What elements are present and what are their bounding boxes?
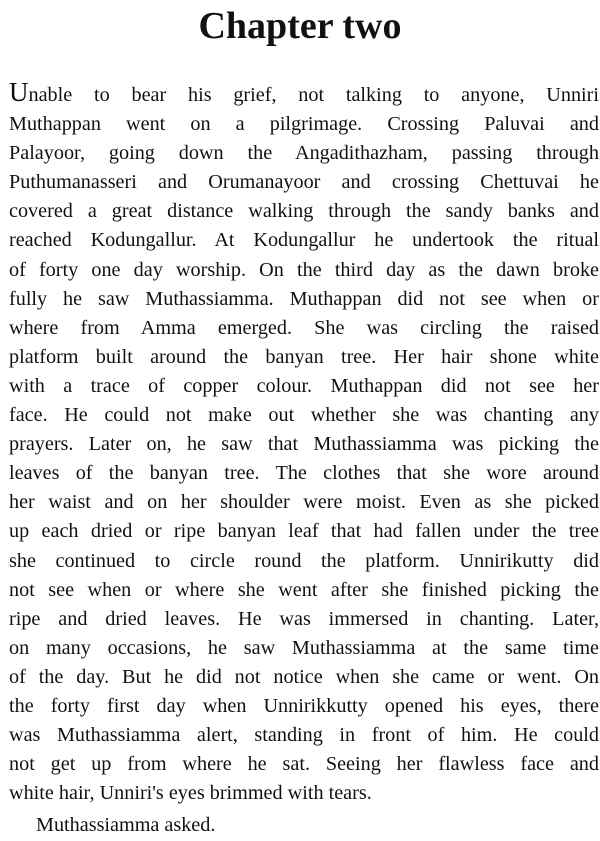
paragraph-line: up each dried or ripe banyan leaf that had fallen under the tree — [9, 520, 599, 543]
paragraph-line: of forty one day worship. On the third day as the dawn broke — [9, 258, 599, 281]
paragraph-line: not get up from where he sat. Seeing her flawless face and — [9, 753, 599, 776]
paragraph-line: Muthappan went on a pilgrimage. Crossing Paluvai and — [9, 113, 599, 136]
paragraph-line: prayers. Later on, he saw that Muthassiamma was picking the — [9, 433, 599, 456]
paragraph-line: was Muthassiamma alert, standing in front of him. He could — [9, 724, 599, 747]
paragraph-line: fully he saw Muthassiamma. Muthappan did not see when or — [9, 287, 599, 310]
paragraph-line: leaves of the banyan tree. The clothes that she wore around — [9, 462, 599, 485]
paragraph-line: Unable to bear his grief, not talking to anyone, Unniri — [9, 77, 599, 107]
drop-cap: U — [9, 77, 29, 107]
paragraph-line: covered a great distance walking through the sandy banks and — [9, 200, 599, 223]
paragraph-line: Puthumanasseri and Orumanayoor and crossing Chettuvai he — [9, 171, 599, 194]
paragraph-line: where from Amma emerged. She was circling the raised — [9, 316, 599, 339]
paragraph-line: ripe and dried leaves. He was immersed in chanting. Later, — [9, 607, 599, 630]
body-paragraph — [9, 78, 599, 808]
chapter-title: Chapter two — [198, 5, 402, 47]
paragraph-line: reached Kodungallur. At Kodungallur he undertook the ritual — [9, 229, 599, 252]
paragraph-line: she continued to circle round the platform. Unnirikutty did — [9, 549, 599, 572]
paragraph-line: the forty first day when Unnirikkutty opened his eyes, there — [9, 694, 599, 717]
paragraph-line: her waist and on her shoulder were moist. Even as she picked — [9, 491, 599, 514]
paragraph-line: with a trace of copper colour. Muthappan did not see her — [9, 374, 599, 397]
paragraph-line: of the day. But he did not notice when she came or went. On — [9, 665, 599, 688]
closing-line: Muthassiamma asked. — [36, 814, 216, 836]
paragraph-line: white hair, Unniri's eyes brimmed with tears. — [9, 782, 372, 805]
paragraph-line: face. He could not make out whether she was chanting any — [9, 404, 599, 427]
paragraph-line: on many occasions, he saw Muthassiamma at the same time — [9, 636, 599, 659]
paragraph-line: platform built around the banyan tree. Her hair shone white — [9, 345, 599, 368]
paragraph-line: Palayoor, going down the Angadithazham, passing through — [9, 142, 599, 165]
paragraph-line: not see when or where she went after she finished picking the — [9, 578, 599, 601]
